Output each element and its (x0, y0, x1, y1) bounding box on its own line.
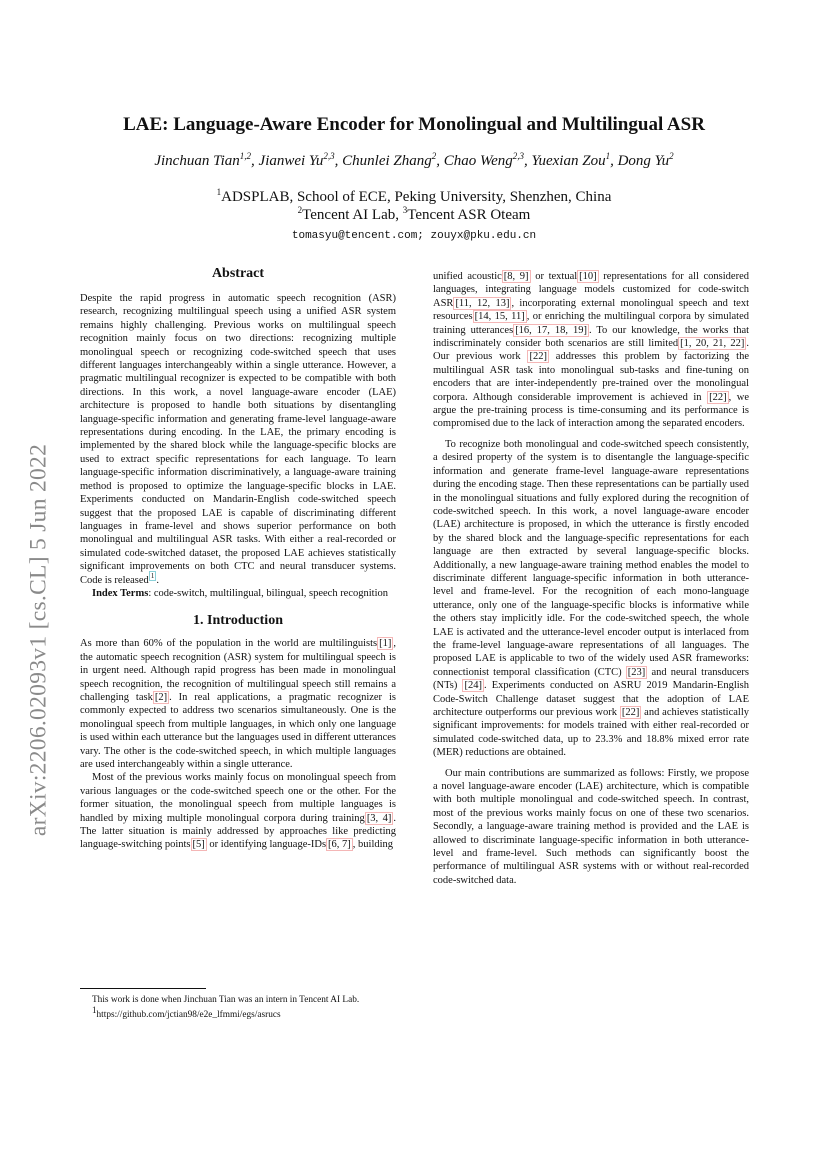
author-name: Yuexian Zou (531, 153, 606, 169)
text-run: and achieves statistically significant improvements: for models trained with either real-recorded or simulated code-switched data, up to 23.3% and 18.8% mixed error rate (MER) reductions are obtained. (433, 707, 749, 759)
text-run: , we argue the pre-training process is time-consuming and its performance is compromised due to the lack of interaction among the separated encoders. (433, 391, 749, 430)
footnote-url[interactable]: https://github.com/jctian98/e2e_lfmmi/egs/asrucs (96, 1009, 281, 1020)
text-run: representations for all considered languages, integrating language models customized for code-switch ASR (433, 271, 750, 309)
abstract-text: Despite the rapid progress in automatic speech recognition (ASR) research, recognizing multilingual speech using a unified ASR system remains highly challenging. Previous works on multilingual speech recognition mainly focus on two directions: recognizing multiple monolingual speech or recognizing code-switched speech that uses different languages interchangeably within a single utterance. However, a pragmatic multilingual recognizer is expected to be compatible with both directions. In this work, a novel language-aware encoder (LAE) architecture is proposed to handle both situations by disentangling language-specific information and generating frame-level language-aware representations during encoding. In the LAE, the primary encoding is implemented by the shared block while the language-specific blocks are used to extract specific representations for each language. To learn language-specific information discriminatively, a language-aware training method is proposed to optimize the language-specific blocks in LAE. Experiments conducted on Mandarin-English code-switched speech suggest that the proposed LAE is capable of discriminating different languages in frame-level and shows superior performance on both monolingual and multilingual ASR tasks. With either a real-recorded or simulated code-switched dataset, the proposed LAE achieves statistically significant improvements on both CTC and neural transducer systems. Code is released (80, 293, 396, 586)
text-run: . Experiments conducted on ASRU 2019 Mandarin-English Code-Switch Challenge dataset suggest that the adoption of LAE architecture outperforms our previous work (433, 680, 749, 718)
author-affil: 2 (431, 151, 437, 161)
text-run: Most of the previous works mainly focus on monolingual speech from various languages or the code-switched speech one or the other. For the former situation, the monolingual speech from multiple languages is handled by mixing multiple monolingual corpora during training (80, 772, 396, 824)
footnote-mark: 1 (92, 1004, 97, 1015)
affil-text: ADSPLAB, School of ECE, Peking University, Shenzhen, China (221, 189, 612, 205)
author-affil: 1 (605, 151, 611, 161)
text-run: addresses this problem by factorizing the multilingual ASR task into monolingual sub-tasks and fine-tuning on encoders that are inter-independently pre-trained over the monolingual corpora. Although considerable improvement is achieved in (433, 351, 749, 403)
text-run: and neural transducers (NTs) (433, 666, 749, 692)
author-name: Chunlei Zhang (342, 153, 432, 169)
citation-link[interactable]: [1, 20, 21, 22] (680, 338, 745, 350)
index-terms-text: : code-switch, multilingual, bilingual, speech recognition (148, 587, 389, 599)
footnote-link[interactable]: 1 (150, 572, 155, 581)
citation-link[interactable]: [22] (709, 391, 727, 403)
footnotes (80, 988, 396, 1021)
arxiv-stamp (20, 380, 58, 900)
right-paragraph-1 (433, 270, 749, 431)
text-run: . Our previous work (433, 338, 749, 363)
footnote-rule (80, 988, 206, 989)
intro-paragraph-2 (80, 771, 396, 851)
text-run: or textual (530, 271, 578, 282)
citation-link[interactable]: [23] (627, 666, 646, 678)
text-run: To recognize both monolingual and code-switched speech consistently, a desired property of the system is to disentangle the language-specific information and generate frame-level language-aware representations during the encoding stage. Then these representations can be partially used in the monolingual situations and fully explored during the recognition of code-switched speech. In this work, a novel language-aware encoder (LAE) architecture is proposed, in which the utterance is firstly encoded by the shared block and the language-specific representations for each language are then extracted by several language-specific blocks. Additionally, a new language-aware training method enables the model to discriminate different language-specific information in both utterance-level and frame-level. For the recognition of each mono-language utterance, only one of the language-specific blocks is informative while the others stay implicitly idle. For the code-switched speech, the whole LAE is activated and the utterance-level encoder output is interlaced from the frame-level language-aware representations of all languages. The proposed LAE is applicable to two of the widely used ASR frameworks: connectionist temporal classification (CTC) (433, 438, 749, 678)
citation-link[interactable]: [2] (154, 691, 168, 703)
right-paragraph-2 (433, 438, 749, 760)
abstract-body (80, 292, 396, 587)
text-run: , building (352, 839, 394, 851)
citation-link[interactable]: [1] (379, 638, 392, 650)
text-run: , incorporating external monolingual speech and text resources (433, 297, 749, 323)
citation-link[interactable]: [5] (192, 839, 205, 851)
text-run: unified acoustic (433, 271, 502, 282)
text-run: As more than 60% of the population in the world are multilinguists (80, 638, 378, 650)
citation-link[interactable]: [11, 12, 13] (455, 297, 510, 309)
intro-paragraph-1 (80, 637, 396, 771)
affil-text: Tencent ASR Oteam (407, 207, 531, 223)
footnote-2 (80, 1004, 396, 1022)
author-list: Jinchuan Tian$^{1,2}$, Jianwei Yu$^{2,3}$, Chunlei Zhang$^2$, Chao Weng$^{2,3}$, Yuexian Zou$^1$, Dong Yu$^2$ (154, 151, 674, 169)
text-run: . In real applications, a pragmatic recognizer is commonly expected to address two scenarios simultaneously. One is the monolingual speech from multiple languages, in which only one language is used within each utterance but the languages used in different utterances vary. The other is the code-switched speech, in which multiple languages are used interchangeably within a single utterance. (80, 691, 396, 770)
abstract-period: . (156, 574, 159, 586)
contact-emails: tomasyu@tencent.com; zouyx@pku.edu.cn (291, 230, 537, 242)
left-column (80, 266, 396, 852)
intro-heading: 1. Introduction (193, 613, 283, 629)
citation-link[interactable]: [8, 9] (503, 271, 529, 282)
citation-link[interactable]: [16, 17, 18, 19] (515, 324, 587, 336)
text-run: , the automatic speech recognition (ASR) system for multilingual speech is in urgent need. Although rapid progress has been made in monolingual speech recognition, the recognition of multilingual speech still remains a challenging task (80, 638, 396, 703)
affil-text: Tencent AI Lab, (302, 207, 403, 223)
citation-link[interactable]: [22] (529, 351, 547, 363)
paper-title: LAE: Language-Aware Encoder for Monolingual and Multilingual ASR (123, 114, 705, 135)
author-affil: 2,3 (512, 151, 525, 161)
right-paragraph-3: Our main contributions are summarized as follows: Firstly, we propose a novel language-aware encoder (LAE) architecture, which is compatible with both multiple monolingual and code-switched speech. In contrast, most of the previous works mainly focus on one of these two scenarios. Secondly, a language-aware training method is provided and the LAE is allowed to discriminate language-specific information in both utterance-level and frame-level. Such methods can significantly boost the performance of multilingual ASR systems with or without real-recorded code-switched data. (433, 767, 749, 886)
footnote-1: This work is done when Jinchuan Tian was an intern in Tencent AI Lab. (92, 995, 360, 1005)
citation-link[interactable]: [24] (464, 680, 482, 692)
author-name: Chao Weng (443, 153, 513, 169)
text-run: or identifying language-IDs (206, 839, 327, 851)
right-column (433, 270, 749, 887)
affil-sup: 3 (402, 205, 408, 215)
affil-sup: 1 (216, 187, 222, 197)
author-name: Dong Yu (617, 153, 670, 169)
citation-link[interactable]: [3, 4] (366, 812, 392, 824)
text-run: , or enriching the multilingual corpora by simulated training utterances (433, 311, 750, 336)
index-terms (80, 587, 396, 600)
author-name: Jinchuan Tian (154, 153, 240, 169)
abstract-heading: Abstract (211, 266, 265, 281)
text-run: . To our knowledge, the works that indiscriminately consider both scenarios are still limited (433, 324, 750, 350)
author-affil: 1,2 (239, 151, 252, 161)
citation-link[interactable]: [10] (579, 271, 597, 282)
text-run: . The latter situation is mainly addressed by approaches like predicting language-switching points (80, 812, 396, 851)
author-affil: 2 (669, 151, 674, 161)
affil-sup: 2 (297, 205, 303, 215)
author-affil: 2,3 (323, 151, 335, 161)
index-terms-label: Index Terms (92, 587, 149, 599)
author-name: Jianwei Yu (258, 153, 324, 169)
citation-link[interactable]: [6, 7] (328, 839, 351, 851)
arxiv-id: arXiv:2206.02093v1 [cs.CL] 5 Jun 2022 (25, 443, 52, 837)
affiliation-1 (80, 188, 748, 206)
affiliation-2 (80, 206, 748, 224)
citation-link[interactable]: [22] (621, 707, 640, 718)
citation-link[interactable]: [14, 15, 11] (474, 311, 525, 323)
